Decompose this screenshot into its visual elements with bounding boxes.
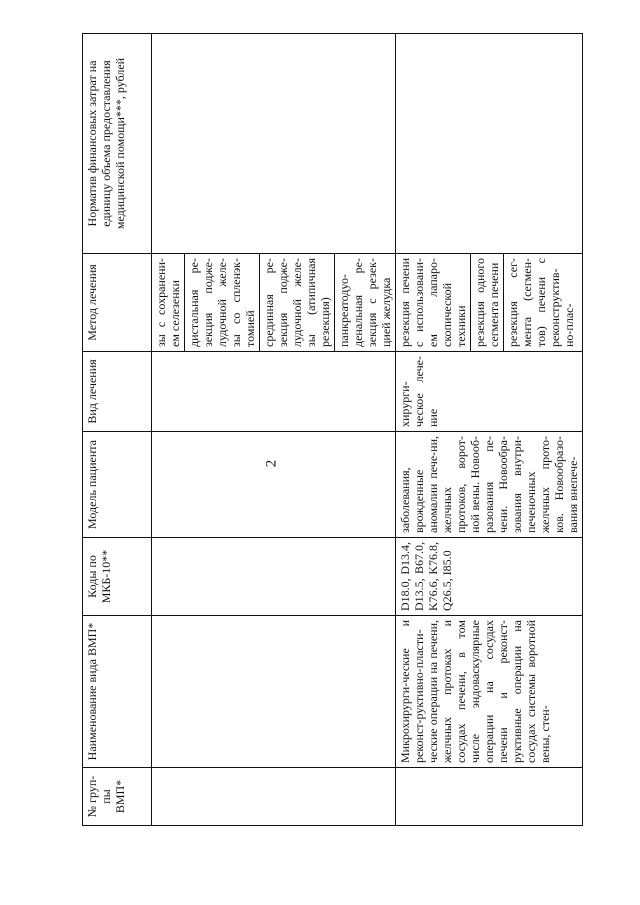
header-codes: Коды по МКБ-10** bbox=[83, 538, 152, 616]
header-name: Наименование вида ВМП* bbox=[83, 616, 152, 768]
cell-model: заболевания, врожденные аномалии пече-ни, желчных протоков, ворот-ной вены. Новооб-разования пе-чени. Новообра-зования внутри-печеночных желчных прото-ков. Новообразо-вания внепече- bbox=[396, 432, 583, 538]
cell-methods-2 bbox=[396, 254, 583, 352]
cell-norm-empty-2 bbox=[396, 34, 583, 254]
header-method: Метод лечения bbox=[83, 254, 152, 352]
cell-codes: D18.0, D13.4, D13.5, B67.0, K76.6, K76.8, Q26.5, I85.0 bbox=[396, 538, 583, 616]
method-item: резекция печени с использовани-ем лапаро-скопической техники bbox=[398, 258, 468, 347]
cell-norm-empty bbox=[152, 34, 396, 254]
table-row-microsurgery bbox=[396, 34, 583, 826]
cell-model-empty bbox=[152, 432, 396, 538]
method-item: зы с сохранени-ем селезенки bbox=[154, 258, 182, 347]
header-model: Модель пациента bbox=[83, 432, 152, 538]
method-item: срединная ре-зекция подже-лудочной желе-зы (атипичная резекция) bbox=[260, 254, 335, 351]
cell-treatment-empty bbox=[152, 352, 396, 432]
vmp-table bbox=[82, 33, 583, 826]
table-row-continuation bbox=[152, 34, 396, 826]
cell-methods-1 bbox=[152, 254, 396, 352]
method-item: дистальная ре-зекция подже-лудочной желе-зы со спленэк-томией bbox=[185, 254, 260, 351]
cell-name: Микрохирурги-ческие и реконст-руктивно-пласти-ческие операции на печени, желчных протоках и сосудах печени, в том числе эндоваскулярные операции на сосудах печени и реконст-руктивные операции на сосудах системы воротной вены, стен- bbox=[396, 616, 583, 768]
cell-name-empty bbox=[152, 616, 396, 768]
cell-group-empty bbox=[152, 768, 396, 826]
page-number: 2 bbox=[263, 459, 280, 468]
header-group: № груп-пы ВМП* bbox=[83, 768, 152, 826]
methods-list-1 bbox=[152, 254, 395, 351]
header-treatment-type: Вид лечения bbox=[83, 352, 152, 432]
method-item: панкреатодуо-денальная ре-зекция с резек-цией желудка bbox=[335, 254, 396, 351]
cell-codes-empty bbox=[152, 538, 396, 616]
cell-group-empty-2 bbox=[396, 768, 583, 826]
cell-treatment-type: хирурги-ческое лече-ние bbox=[396, 352, 583, 432]
header-norm: Норматив финансовых затрат на единицу объема предоставления медицинской помощи***, рублей bbox=[83, 34, 152, 254]
method-item: резекция сег-мента (сегмен-тов) печени с реконструктив-но-плас- bbox=[504, 254, 579, 351]
method-item: резекция одного сегмента печени bbox=[471, 254, 504, 351]
header-row bbox=[83, 34, 152, 826]
methods-list-2 bbox=[396, 254, 578, 351]
rotated-table bbox=[82, 34, 580, 826]
